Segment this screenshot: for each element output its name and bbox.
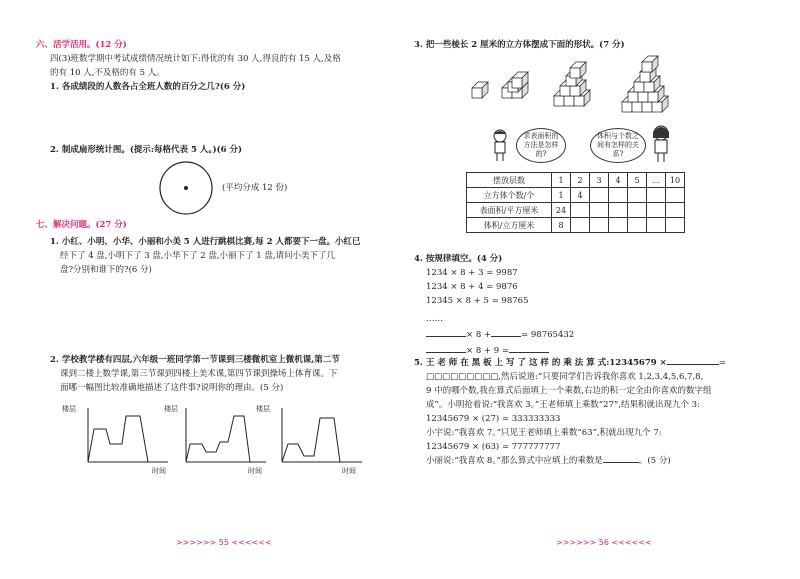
table-cell: 表面积/平方厘米: [467, 203, 552, 218]
table-header-cell: …: [647, 173, 666, 188]
circle-note: (平均分成 12 份): [222, 183, 288, 193]
floor-time-graphs: [78, 404, 368, 468]
boy-figure-icon: [488, 128, 512, 162]
question-5-line-5: 12345679 × (27) = 333333333: [426, 414, 561, 424]
problem-1-line-1: 1. 小红、小明、小华、小丽和小美 5 人进行跳棋比赛,每 2 人都要下一盘。小红已: [50, 237, 361, 247]
table-header-cell: 1: [552, 173, 571, 188]
table-header-row: [467, 173, 685, 188]
stack-1-cube: [472, 82, 488, 98]
question-5-line-1: [414, 358, 726, 369]
q5-score: 。(5 分): [638, 456, 671, 466]
table-cell[interactable]: [666, 203, 685, 218]
section-7-title: 七、解决问题。(27 分): [36, 220, 127, 230]
answer-blank[interactable]: [426, 352, 466, 353]
table-row: [467, 188, 685, 203]
pattern-eq-6: [426, 346, 549, 357]
table-cell[interactable]: [628, 203, 647, 218]
answer-blank[interactable]: [509, 352, 549, 353]
speech-bubble-left: 求表面积的方法是怎样的?: [516, 128, 566, 163]
table-cell: 1: [552, 188, 571, 203]
page-number-55: >>>>>> 55 <<<<<<: [176, 538, 272, 547]
graph-c-ylabel: 楼层: [256, 405, 270, 413]
graph-a: [88, 408, 168, 462]
page-number-56: >>>>>> 56 <<<<<<: [556, 538, 652, 547]
table-header-cell: 5: [628, 173, 647, 188]
table-cell: 8: [552, 218, 571, 233]
question-4: 4. 按规律填空。(4 分): [414, 254, 503, 264]
graph-c-xlabel: 时间: [342, 467, 356, 475]
table-cell: 24: [552, 203, 571, 218]
table-header-cell: 2: [571, 173, 590, 188]
intro-line-2: 的有 10 人,不及格的有 5 人。: [50, 68, 165, 78]
problem-1-line-3: 盘?分别和谁下的?(6 分): [60, 265, 152, 275]
table-cell[interactable]: [647, 188, 666, 203]
pattern-eq-1: 1234 × 8 + 3 = 9987: [426, 268, 518, 278]
table-cell[interactable]: [571, 203, 590, 218]
answer-blank[interactable]: [667, 364, 719, 365]
intro-line-1: 四(3)班数学期中考试成绩情况统计如下:得优的有 30 人,得良的有 15 人,及格: [50, 54, 341, 64]
pie-chart-blank: [158, 160, 214, 216]
q5-equals: =: [718, 358, 726, 368]
table-cell[interactable]: [628, 188, 647, 203]
problem-1-line-2: 经下了 4 盘,小明下了 3 盘,小华下了 2 盘,小丽下了 1 盘,请问小美下了几: [60, 251, 336, 261]
table-cell[interactable]: [666, 218, 685, 233]
stack-4: [622, 56, 668, 112]
table-header-cell: 10: [666, 173, 685, 188]
question-5-line-6: 小宇说:“我喜欢 7。”只见王老师填上乘数“63”,积就出现九个 7:: [426, 428, 662, 438]
answer-blank[interactable]: [603, 462, 639, 463]
question-1: 1. 各成绩段的人数各占全班人数的百分之几?(6 分): [50, 82, 246, 92]
q5-text: 5. 王 老 师 在 黑 板 上 写 了 这 样 的 乘 法 算 式:12345679 ×: [414, 358, 667, 368]
table-cell[interactable]: [609, 218, 628, 233]
table-row: [467, 218, 685, 233]
graph-b: [186, 408, 266, 462]
pattern-eq-2: 1234 × 8 + 4 = 9876: [426, 282, 518, 292]
answer-blank[interactable]: [491, 336, 521, 337]
question-5-line-3: 9 中的哪个数,我在算式后面填上一个乘数,右边的积一定全由你喜欢的数字组: [426, 386, 712, 396]
cube-stacks-illustration: [470, 50, 700, 122]
table-cell: 立方体个数/个: [467, 188, 552, 203]
graph-b-xlabel: 时间: [248, 467, 262, 475]
table-row: [467, 203, 685, 218]
graph-b-ylabel: 楼层: [164, 405, 178, 413]
table-cell[interactable]: [647, 218, 666, 233]
graph-a-ylabel: 楼层: [62, 405, 76, 413]
question-5-line-2: □□□□□□□□□,然后说道:“只要同学们告诉我你喜欢 1,2,3,4,5,6,7,8,: [426, 372, 704, 382]
cube-data-table: [466, 172, 685, 233]
eq-5-end: = 98765432: [521, 330, 575, 340]
table-cell[interactable]: [609, 188, 628, 203]
answer-blank[interactable]: [426, 336, 466, 337]
eq-6-mid: × 8 + 9 =: [466, 346, 509, 356]
graph-a-xlabel: 时间: [152, 467, 166, 475]
table-cell: 4: [571, 188, 590, 203]
table-cell[interactable]: [590, 218, 609, 233]
table-header-cell: 4: [609, 173, 628, 188]
question-5-line-4: 成”。小明抢着说:“我喜欢 3。”王老师填上乘数“27”,结果积就出现九个 3:: [426, 400, 700, 410]
pattern-eq-5: [426, 330, 574, 341]
table-header-cell: 3: [590, 173, 609, 188]
stack-3: [554, 62, 590, 106]
q5-last-text: 小丽说:“我喜欢 8。”那么算式中应填上的乘数是: [426, 456, 603, 466]
table-cell: 体积/立方厘米: [467, 218, 552, 233]
graph-c: [282, 408, 362, 462]
girl-figure-icon: [648, 124, 674, 164]
question-2: 2. 制成扇形统计图。(提示:每格代表 5 人。)(6 分): [50, 145, 243, 155]
question-5-line-8: [426, 456, 671, 467]
pattern-eq-3: 12345 × 8 + 5 = 98765: [426, 296, 529, 306]
table-cell[interactable]: [628, 218, 647, 233]
table-cell[interactable]: [571, 218, 590, 233]
question-3: 3. 把一些棱长 2 厘米的立方体摆成下面的形状。(7 分): [414, 40, 625, 50]
table-cell[interactable]: [647, 203, 666, 218]
problem-2-line-1: 2. 学校教学楼有四层,六年级一班同学第一节课到三楼微机室上微机课,第二节: [50, 355, 340, 365]
stack-2: [502, 72, 528, 98]
section-6-title: 六、活学活用。(12 分): [36, 40, 127, 50]
table-cell[interactable]: [590, 188, 609, 203]
question-5-line-7: 12345679 × (63) = 777777777: [426, 442, 561, 452]
table-cell[interactable]: [609, 203, 628, 218]
table-cell[interactable]: [666, 188, 685, 203]
eq-5-mid: × 8 +: [466, 330, 492, 340]
problem-2-line-2: 课到二楼上数学课,第三节课到四楼上美术课,第四节课到操场上体育课。下: [60, 369, 338, 379]
pattern-eq-4: ……: [426, 314, 443, 324]
table-header-cell: 摆放层数: [467, 173, 552, 188]
speech-bubble-right: 体积与个数之间有怎样的关系?: [590, 128, 646, 163]
table-cell[interactable]: [590, 203, 609, 218]
problem-2-line-3: 面哪一幅图比较准确地描述了这件事?说明你的理由。(5 分): [60, 383, 284, 393]
